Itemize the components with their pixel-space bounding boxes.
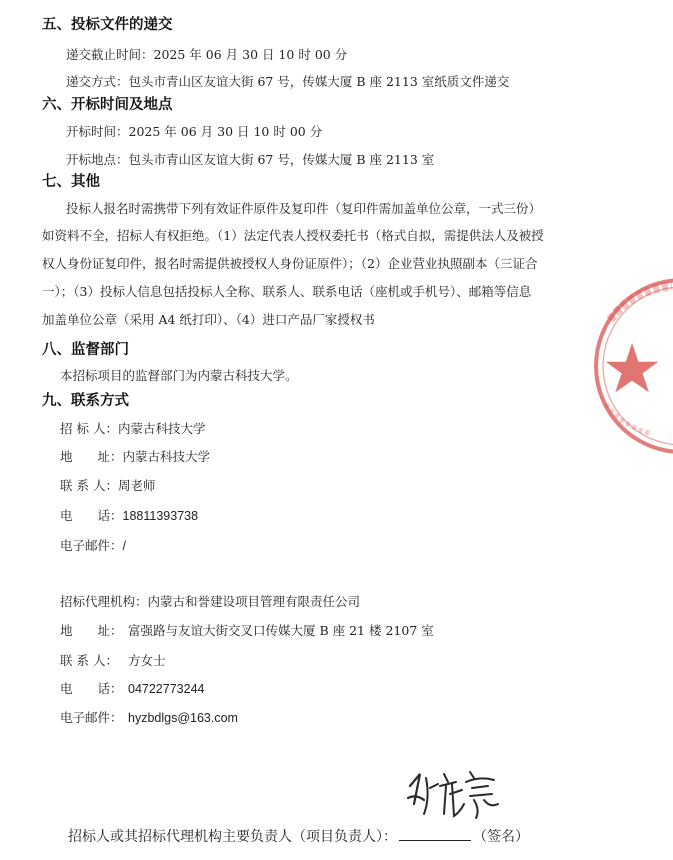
other-line-1: 投标人报名时需携带下列有效证件原件及复印件（复印件需加盖单位公章，一式三份） bbox=[66, 201, 542, 216]
agency-name: 内蒙古和誉建设项目管理有限责任公司 bbox=[147, 594, 361, 609]
agency-email: hyzbdlgs@163.com bbox=[128, 711, 238, 725]
agency-address-row bbox=[60, 623, 434, 639]
section-7-title: 七、其他 bbox=[42, 174, 100, 190]
tenderer-contact-row bbox=[60, 478, 155, 494]
section-5-title: 五、投标文件的递交 bbox=[42, 17, 173, 33]
agency-email-label: 电子邮件： bbox=[60, 710, 123, 725]
agency-email-row bbox=[60, 710, 238, 726]
opening-place: 开标地点：包头市青山区友谊大街 67 号，传媒大厦 B 座 2113 室 bbox=[66, 152, 435, 167]
section-8-title: 八、监督部门 bbox=[42, 342, 129, 358]
opening-time: 开标时间：2025 年 06 月 30 日 10 时 00 分 bbox=[66, 124, 323, 139]
tenderer-phone: 18811393738 bbox=[122, 509, 199, 523]
agency-contact-label: 联 系 人： bbox=[60, 653, 118, 668]
agency-address-label: 地 址： bbox=[60, 623, 123, 638]
signature-blank[interactable] bbox=[399, 826, 471, 841]
agency-contact-row bbox=[60, 653, 166, 669]
signature-line-suffix: （签名） bbox=[473, 829, 529, 845]
other-line-3: 权人身份证复印件，报名时需提供被授权人身份证原件）；（2）企业营业执照副本（三证合 bbox=[42, 256, 538, 271]
tenderer-name: 内蒙古科技大学 bbox=[117, 421, 206, 436]
other-line-4: 一）；（3）投标人信息包括投标人全称、联系人、联系电话（座机或手机号）、邮箱等信息 bbox=[42, 284, 532, 299]
tenderer-contact: 周老师 bbox=[117, 478, 156, 493]
tenderer-email: / bbox=[122, 539, 126, 553]
supervision-text: 本招标项目的监督部门为内蒙古科技大学。 bbox=[60, 368, 298, 383]
agency-name-label: 招标代理机构： bbox=[60, 594, 148, 609]
signature-line bbox=[68, 826, 529, 846]
tenderer-name-row bbox=[60, 421, 205, 437]
section-9-title: 九、联系方式 bbox=[42, 393, 129, 409]
tenderer-name-label: 招 标 人： bbox=[60, 421, 118, 436]
agency-name-row bbox=[60, 594, 360, 610]
section-6-title: 六、开标时间及地点 bbox=[42, 97, 173, 113]
official-seal-stamp bbox=[592, 276, 673, 456]
submission-deadline: 递交截止时间：2025 年 06 月 30 日 10 时 00 分 bbox=[66, 47, 348, 62]
tenderer-phone-row bbox=[60, 508, 198, 524]
agency-phone-row bbox=[60, 681, 204, 697]
other-line-5: 加盖单位公章（采用 A4 纸打印）、（4）进口产品厂家授权书 bbox=[42, 312, 375, 327]
tenderer-email-row bbox=[60, 538, 126, 554]
signature-line-prefix: 招标人或其招标代理机构主要负责人（项目负责人）： bbox=[68, 829, 397, 845]
agency-contact: 方女士 bbox=[128, 653, 166, 668]
submission-method: 递交方式：包头市青山区友谊大街 67 号，传媒大厦 B 座 2113 室纸质文件递交 bbox=[66, 74, 510, 89]
other-line-2: 如资料不全，招标人有权拒绝。（1）法定代表人授权委托书（格式自拟，需提供法人及被授 bbox=[42, 228, 544, 243]
tenderer-email-label: 电子邮件： bbox=[60, 538, 123, 553]
tenderer-phone-label: 电 话： bbox=[60, 508, 123, 523]
tenderer-address-label: 地 址： bbox=[60, 449, 123, 464]
agency-address: 富强路与友谊大街交叉口传媒大厦 B 座 21 楼 2107 室 bbox=[128, 623, 434, 638]
agency-phone-label: 电 话： bbox=[60, 681, 123, 696]
tenderer-address: 内蒙古科技大学 bbox=[122, 449, 211, 464]
handwritten-signature bbox=[400, 764, 510, 824]
tenderer-address-row bbox=[60, 449, 210, 465]
tenderer-contact-label: 联 系 人： bbox=[60, 478, 118, 493]
agency-phone: 04722773244 bbox=[128, 682, 205, 696]
